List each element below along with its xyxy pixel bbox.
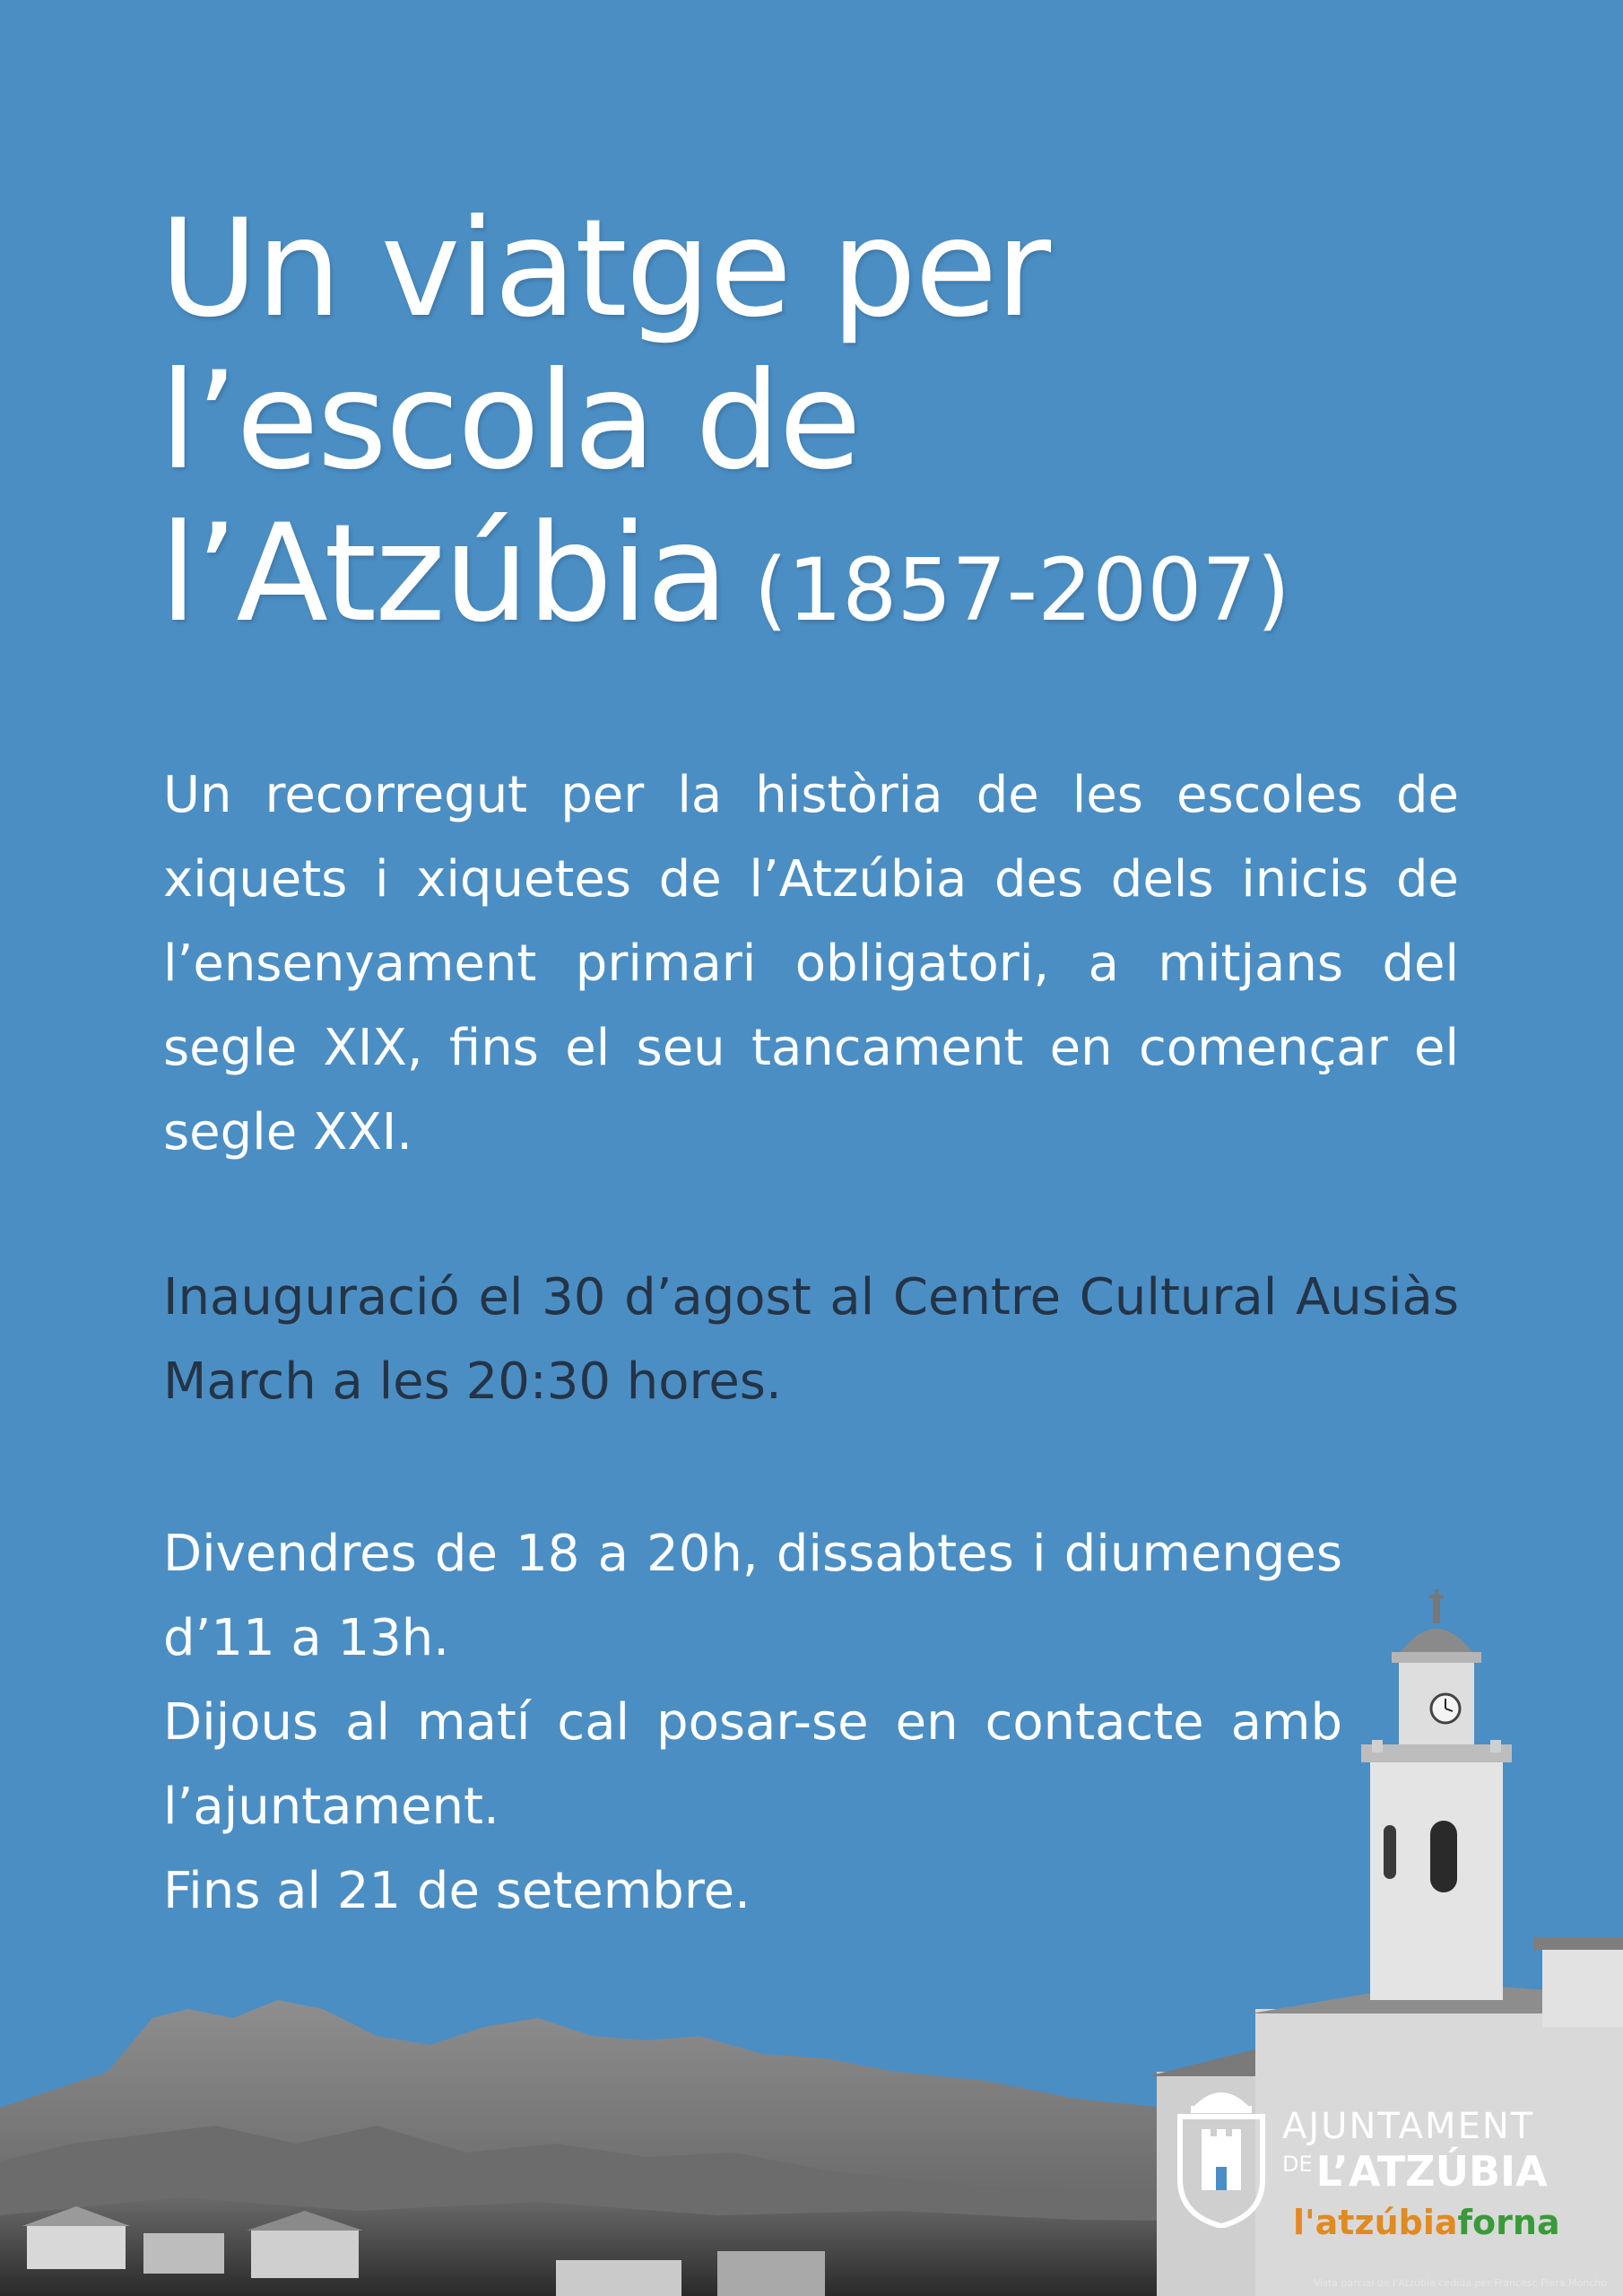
town-shield-icon (1175, 2081, 1268, 2228)
poster-title (160, 193, 1558, 666)
logo-text-de: DE (1282, 2152, 1313, 2177)
logo-text-ajuntament: AJUNTAMENT (1282, 2106, 1535, 2147)
description-paragraph: Un recorregut per la història de les escoles de xiquets i xiquetes de l’Atzúbia des dels inicis de l’ensenyament primari obligatori, a mitjans del segle XIX, fins el seu tancament en començar el segle XXI. (163, 766, 1459, 1161)
brand-tagline (1293, 2203, 1560, 2242)
title-line-3 (160, 498, 1558, 666)
brand-part-1: l'atzúbia (1293, 2203, 1458, 2242)
logo-text-name: L’ATZÚBIA (1315, 2147, 1548, 2196)
title-years: (1857-2007) (753, 540, 1290, 640)
title-line-2: l’escola de (160, 344, 860, 500)
photo-credit: Vista parcial de l’Atzúbia cedida per Francesc Piera Moncho (1313, 2277, 1607, 2289)
schedule-hours: Divendres de 18 a 20h, dissabtes i diumenges d’11 a 13h. (163, 1525, 1342, 1667)
inauguration-paragraph: Inauguració el 30 d’agost al Centre Cultural Ausiàs March a les 20:30 hores. (163, 1268, 1459, 1411)
title-place: l’Atzúbia (160, 496, 727, 652)
brand-part-2: forna (1457, 2203, 1560, 2242)
logo-text-atzubia (1282, 2147, 1548, 2196)
schedule-end-date: Fins al 21 de setembre. (163, 1862, 751, 1920)
title-line-1: Un viatge per (160, 191, 1050, 347)
schedule-thursday: Dijous al matí cal posar-se en contacte amb l’ajuntament. (163, 1693, 1342, 1836)
